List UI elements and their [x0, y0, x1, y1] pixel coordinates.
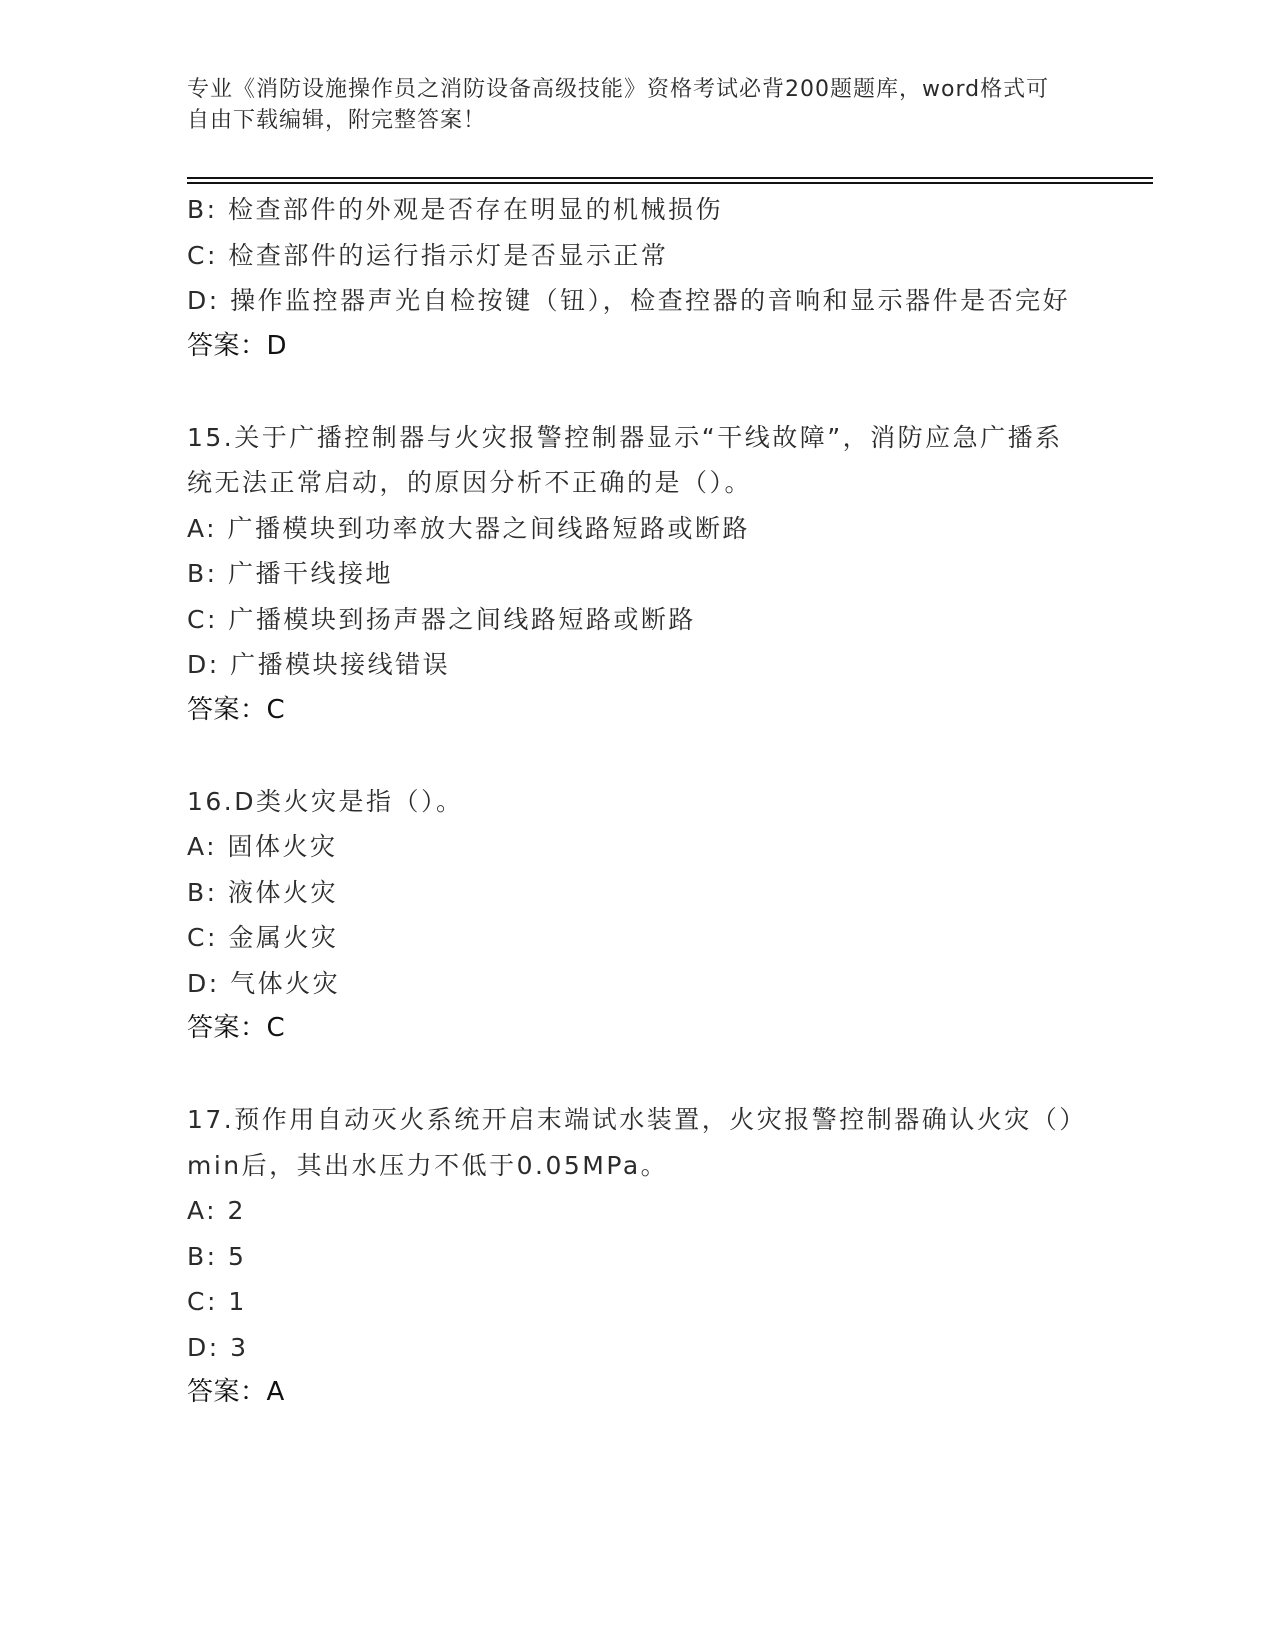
question-content	[187, 187, 1087, 1416]
answer-line: 答案：D	[187, 330, 288, 361]
question-stem: 16.D类火灾是指（）。	[187, 786, 464, 816]
option-a: A: 固体火灾	[187, 832, 338, 861]
option-c: C: 检查部件的运行指示灯是否显示正常	[187, 240, 669, 270]
question-stem: 15.关于广播控制器与火灾报警控制器显示“干线故障”，消防应急广播系统无法正常启动，的原因分析不正确的是（）。	[187, 422, 1063, 497]
question-16	[187, 779, 1087, 1052]
option-d: D: 操作监控器声光自检按键（钮），检查控器的音响和显示器件是否完好	[187, 286, 1071, 315]
option-b: B: 检查部件的外观是否存在明显的机械损伤	[187, 195, 724, 224]
option-d: D: 3	[187, 1332, 249, 1362]
option-c: C: 广播模块到扬声器之间线路短路或断路	[187, 604, 696, 634]
option-b: B: 广播干线接地	[187, 559, 394, 588]
option-a: A: 广播模块到功率放大器之间线路短路或断路	[187, 513, 751, 543]
answer-line: 答案：C	[187, 1013, 286, 1043]
question-17	[187, 1097, 1087, 1416]
spacer	[187, 1052, 1087, 1098]
question-15	[187, 415, 1087, 734]
document-header: 专业《消防设施操作员之消防设备高级技能》资格考试必背200题题库，word格式可自由下载编辑，附完整答案！	[187, 77, 1050, 133]
option-c: C: 1	[187, 1287, 247, 1316]
answer-line: 答案：C	[187, 694, 286, 725]
continued-question	[187, 187, 1087, 369]
question-stem: 17.预作用自动灭火系统开启末端试水装置，火灾报警控制器确认火灾（）min后，其出水压力不低于0.05MPa。	[187, 1105, 1087, 1180]
option-d: D: 气体火灾	[187, 968, 341, 998]
option-d: D: 广播模块接线错误	[187, 650, 451, 679]
header-rule-top	[187, 177, 1153, 179]
answer-line: 答案：A	[187, 1377, 285, 1407]
header-rule-bottom	[187, 182, 1153, 184]
spacer	[187, 733, 1087, 779]
option-a: A: 2	[187, 1196, 246, 1225]
option-c: C: 金属火灾	[187, 923, 339, 952]
option-b: B: 液体火灾	[187, 877, 339, 907]
option-b: B: 5	[187, 1241, 247, 1271]
spacer	[187, 369, 1087, 415]
